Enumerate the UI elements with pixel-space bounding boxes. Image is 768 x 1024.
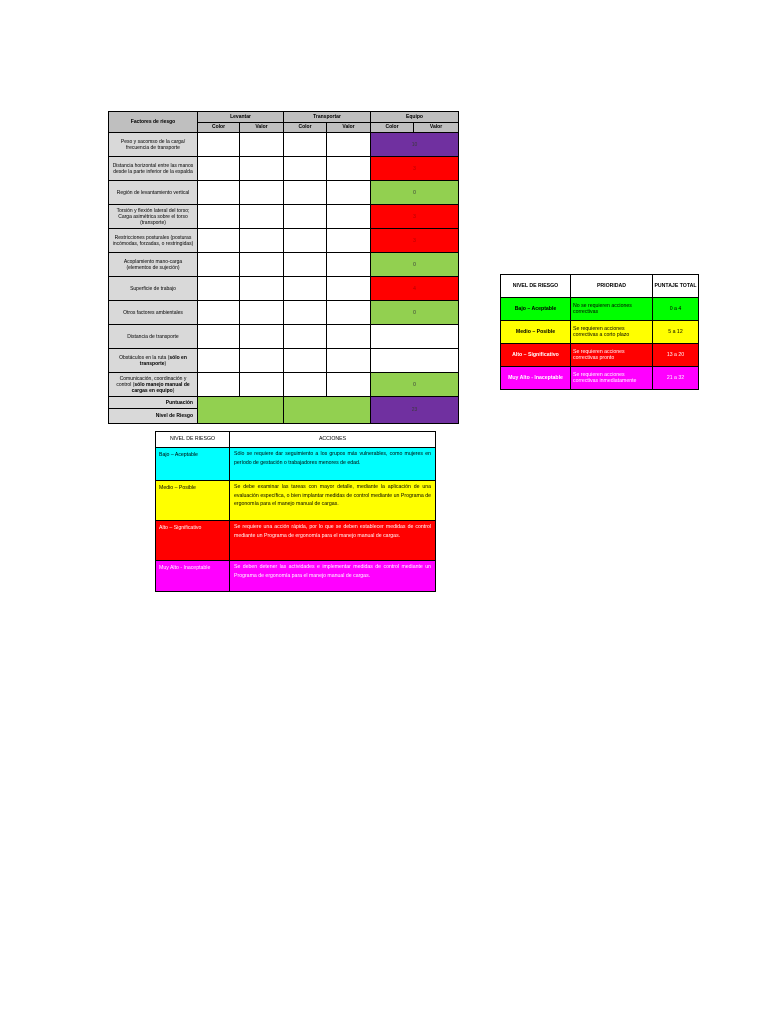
risk-factor-label — [109, 373, 198, 397]
empty-cell — [240, 373, 284, 397]
empty-cell — [198, 205, 240, 229]
empty-cell — [284, 325, 327, 349]
risk-factor-text: Obstáculos en la ruta ( — [119, 354, 170, 361]
equipo-value-cell: 10 — [371, 133, 459, 157]
empty-cell — [198, 301, 240, 325]
action-text: Se debe examinar las tareas con mayor detalle, mediante la aplicación de una evaluación específica, o bien implantar medidas de control mediante un Programa de ergonomía para el manejo manual de cargas. — [230, 481, 436, 521]
empty-cell — [240, 253, 284, 277]
empty-cell — [198, 229, 240, 253]
risk-factor-label: Región de levantamiento vertical — [109, 181, 198, 205]
equipo-value-cell: 0 — [371, 373, 459, 397]
empty-cell — [198, 277, 240, 301]
priority-row — [501, 321, 699, 344]
risk-factor-label: Acoplamiento mano-carga (elementos de sujeción) — [109, 253, 198, 277]
sub-header-value: Valor — [414, 122, 459, 133]
priority-header-score: PUNTAJE TOTAL — [653, 275, 699, 298]
risk-factors-table — [108, 111, 459, 424]
empty-cell — [327, 277, 371, 301]
empty-cell — [327, 349, 371, 373]
priority-header-priority: PRIORIDAD — [571, 275, 653, 298]
empty-cell — [198, 133, 240, 157]
empty-cell — [327, 253, 371, 277]
risk-factor-row — [109, 277, 459, 301]
risk-factor-text: ) — [164, 360, 167, 367]
empty-cell — [327, 157, 371, 181]
priority-level: Medio – Posible — [501, 321, 571, 344]
priority-level: Alto – Significativo — [501, 344, 571, 367]
actions-header-level: NIVEL DE RIESGO — [156, 432, 230, 448]
risk-factor-label — [109, 349, 198, 373]
risk-factor-row — [109, 157, 459, 181]
priority-table — [500, 274, 699, 390]
action-text: Sólo se requiere dar seguimiento a los grupos más vulnerables, como mujeres en período de gestación o trabajadores menores de edad. — [230, 448, 436, 481]
empty-cell — [284, 301, 327, 325]
empty-cell — [284, 229, 327, 253]
priority-row — [501, 344, 699, 367]
priority-row — [501, 298, 699, 321]
empty-cell — [240, 133, 284, 157]
empty-cell — [240, 301, 284, 325]
risk-factor-row — [109, 325, 459, 349]
empty-cell — [284, 133, 327, 157]
sub-header-value: Valor — [327, 122, 371, 133]
empty-cell — [198, 181, 240, 205]
empty-cell — [240, 205, 284, 229]
sub-header-color: Color — [284, 122, 327, 133]
empty-cell — [284, 253, 327, 277]
risk-factor-row — [109, 253, 459, 277]
empty-cell — [284, 205, 327, 229]
actions-table — [155, 431, 436, 592]
sub-header-color: Color — [198, 122, 240, 133]
group-header-equipo: Equipo — [371, 112, 459, 123]
risk-factor-row — [109, 349, 459, 373]
transportar-total-cell — [284, 397, 371, 424]
equipo-value-cell: 3 — [371, 157, 459, 181]
action-level: Muy Alto - Inaceptable — [156, 561, 230, 592]
empty-cell — [284, 277, 327, 301]
equipo-total-cell: 23 — [371, 397, 459, 424]
risk-factor-row — [109, 205, 459, 229]
risk-factor-row — [109, 181, 459, 205]
empty-cell — [198, 325, 240, 349]
risk-factor-emphasis: sólo en transporte — [139, 354, 187, 367]
sub-header-value: Valor — [240, 122, 284, 133]
equipo-value-cell: 4 — [371, 277, 459, 301]
risk-factor-label: Otros factores ambientales — [109, 301, 198, 325]
action-level: Alto – Significativo — [156, 521, 230, 561]
risk-factor-row — [109, 229, 459, 253]
empty-cell — [240, 349, 284, 373]
risk-factor-row — [109, 133, 459, 157]
risk-level-label: Nivel de Riesgo — [109, 409, 198, 424]
priority-score: 0 a 4 — [653, 298, 699, 321]
score-label: Puntuación — [109, 397, 198, 409]
empty-cell — [327, 205, 371, 229]
risk-factor-label: Superficie de trabajo — [109, 277, 198, 301]
action-text: Se deben detener las actividades e implementar medidas de control mediante un Programa de ergonomía para el manejo manual de cargas. — [230, 561, 436, 592]
priority-text: Se requieren acciones correctivas pronto — [571, 344, 653, 367]
risk-factor-label: Restricciones posturales (posturas incómodas, forzadas, o restringidas) — [109, 229, 198, 253]
empty-cell — [284, 373, 327, 397]
score-row — [109, 397, 459, 409]
empty-cell — [240, 181, 284, 205]
equipo-value-cell — [371, 325, 459, 349]
priority-score: 13 a 20 — [653, 344, 699, 367]
risk-factor-label: Distancia de transporte — [109, 325, 198, 349]
empty-cell — [198, 157, 240, 181]
action-row — [156, 481, 436, 521]
equipo-value-cell: 3 — [371, 205, 459, 229]
empty-cell — [327, 325, 371, 349]
equipo-value-cell: 0 — [371, 301, 459, 325]
equipo-value-cell: 3 — [371, 229, 459, 253]
action-level: Medio – Posible — [156, 481, 230, 521]
risk-factor-label: Torsión y flexión lateral del torso; Carga asimétrica sobre el torso (transporte) — [109, 205, 198, 229]
risk-factor-row — [109, 301, 459, 325]
action-level: Bajo – Aceptable — [156, 448, 230, 481]
empty-cell — [284, 181, 327, 205]
empty-cell — [198, 373, 240, 397]
priority-text: Se requieren acciones correctivas inmediatamente — [571, 367, 653, 390]
group-header-transportar: Transportar — [284, 112, 371, 123]
empty-cell — [327, 301, 371, 325]
priority-row — [501, 367, 699, 390]
priority-score: 5 a 12 — [653, 321, 699, 344]
empty-cell — [198, 253, 240, 277]
risk-factor-text: Comunicación, coordinación y control ( — [116, 375, 187, 388]
empty-cell — [240, 325, 284, 349]
levantar-total-cell — [198, 397, 284, 424]
action-text: Se requiere una acción rápida, por lo que se deben establecer medidas de control mediante un Programa de ergonomía para el manejo manual de cargas. — [230, 521, 436, 561]
empty-cell — [284, 157, 327, 181]
group-header-levantar: Levantar — [198, 112, 284, 123]
factor-header: Factores de riesgo — [109, 112, 198, 133]
empty-cell — [327, 229, 371, 253]
empty-cell — [240, 229, 284, 253]
empty-cell — [240, 157, 284, 181]
actions-header-actions: ACCIONES — [230, 432, 436, 448]
equipo-value-cell: 0 — [371, 253, 459, 277]
action-row — [156, 521, 436, 561]
risk-factor-label: Peso y sacomso de la carga/ frecuencia de transporte — [109, 133, 198, 157]
risk-factor-label: Distancia horizontal entre las manos desde la parte inferior de la espalda — [109, 157, 198, 181]
sub-header-color: Color — [371, 122, 414, 133]
action-row — [156, 448, 436, 481]
risk-factor-row — [109, 373, 459, 397]
priority-score: 21 a 32 — [653, 367, 699, 390]
empty-cell — [327, 133, 371, 157]
empty-cell — [198, 349, 240, 373]
empty-cell — [240, 277, 284, 301]
equipo-value-cell — [371, 349, 459, 373]
empty-cell — [327, 181, 371, 205]
priority-text: No se requieren acciones correctivas — [571, 298, 653, 321]
action-row — [156, 561, 436, 592]
empty-cell — [284, 349, 327, 373]
priority-level: Muy Alto - Inaceptable — [501, 367, 571, 390]
equipo-value-cell: 0 — [371, 181, 459, 205]
priority-text: Se requieren acciones correctivas a corto plazo — [571, 321, 653, 344]
priority-level: Bajo – Aceptable — [501, 298, 571, 321]
risk-factor-emphasis: sólo manejo manual de cargas en equipo — [131, 381, 190, 394]
risk-factor-text: ) — [172, 387, 175, 394]
empty-cell — [327, 373, 371, 397]
priority-header-level: NIVEL DE RIESGO — [501, 275, 571, 298]
